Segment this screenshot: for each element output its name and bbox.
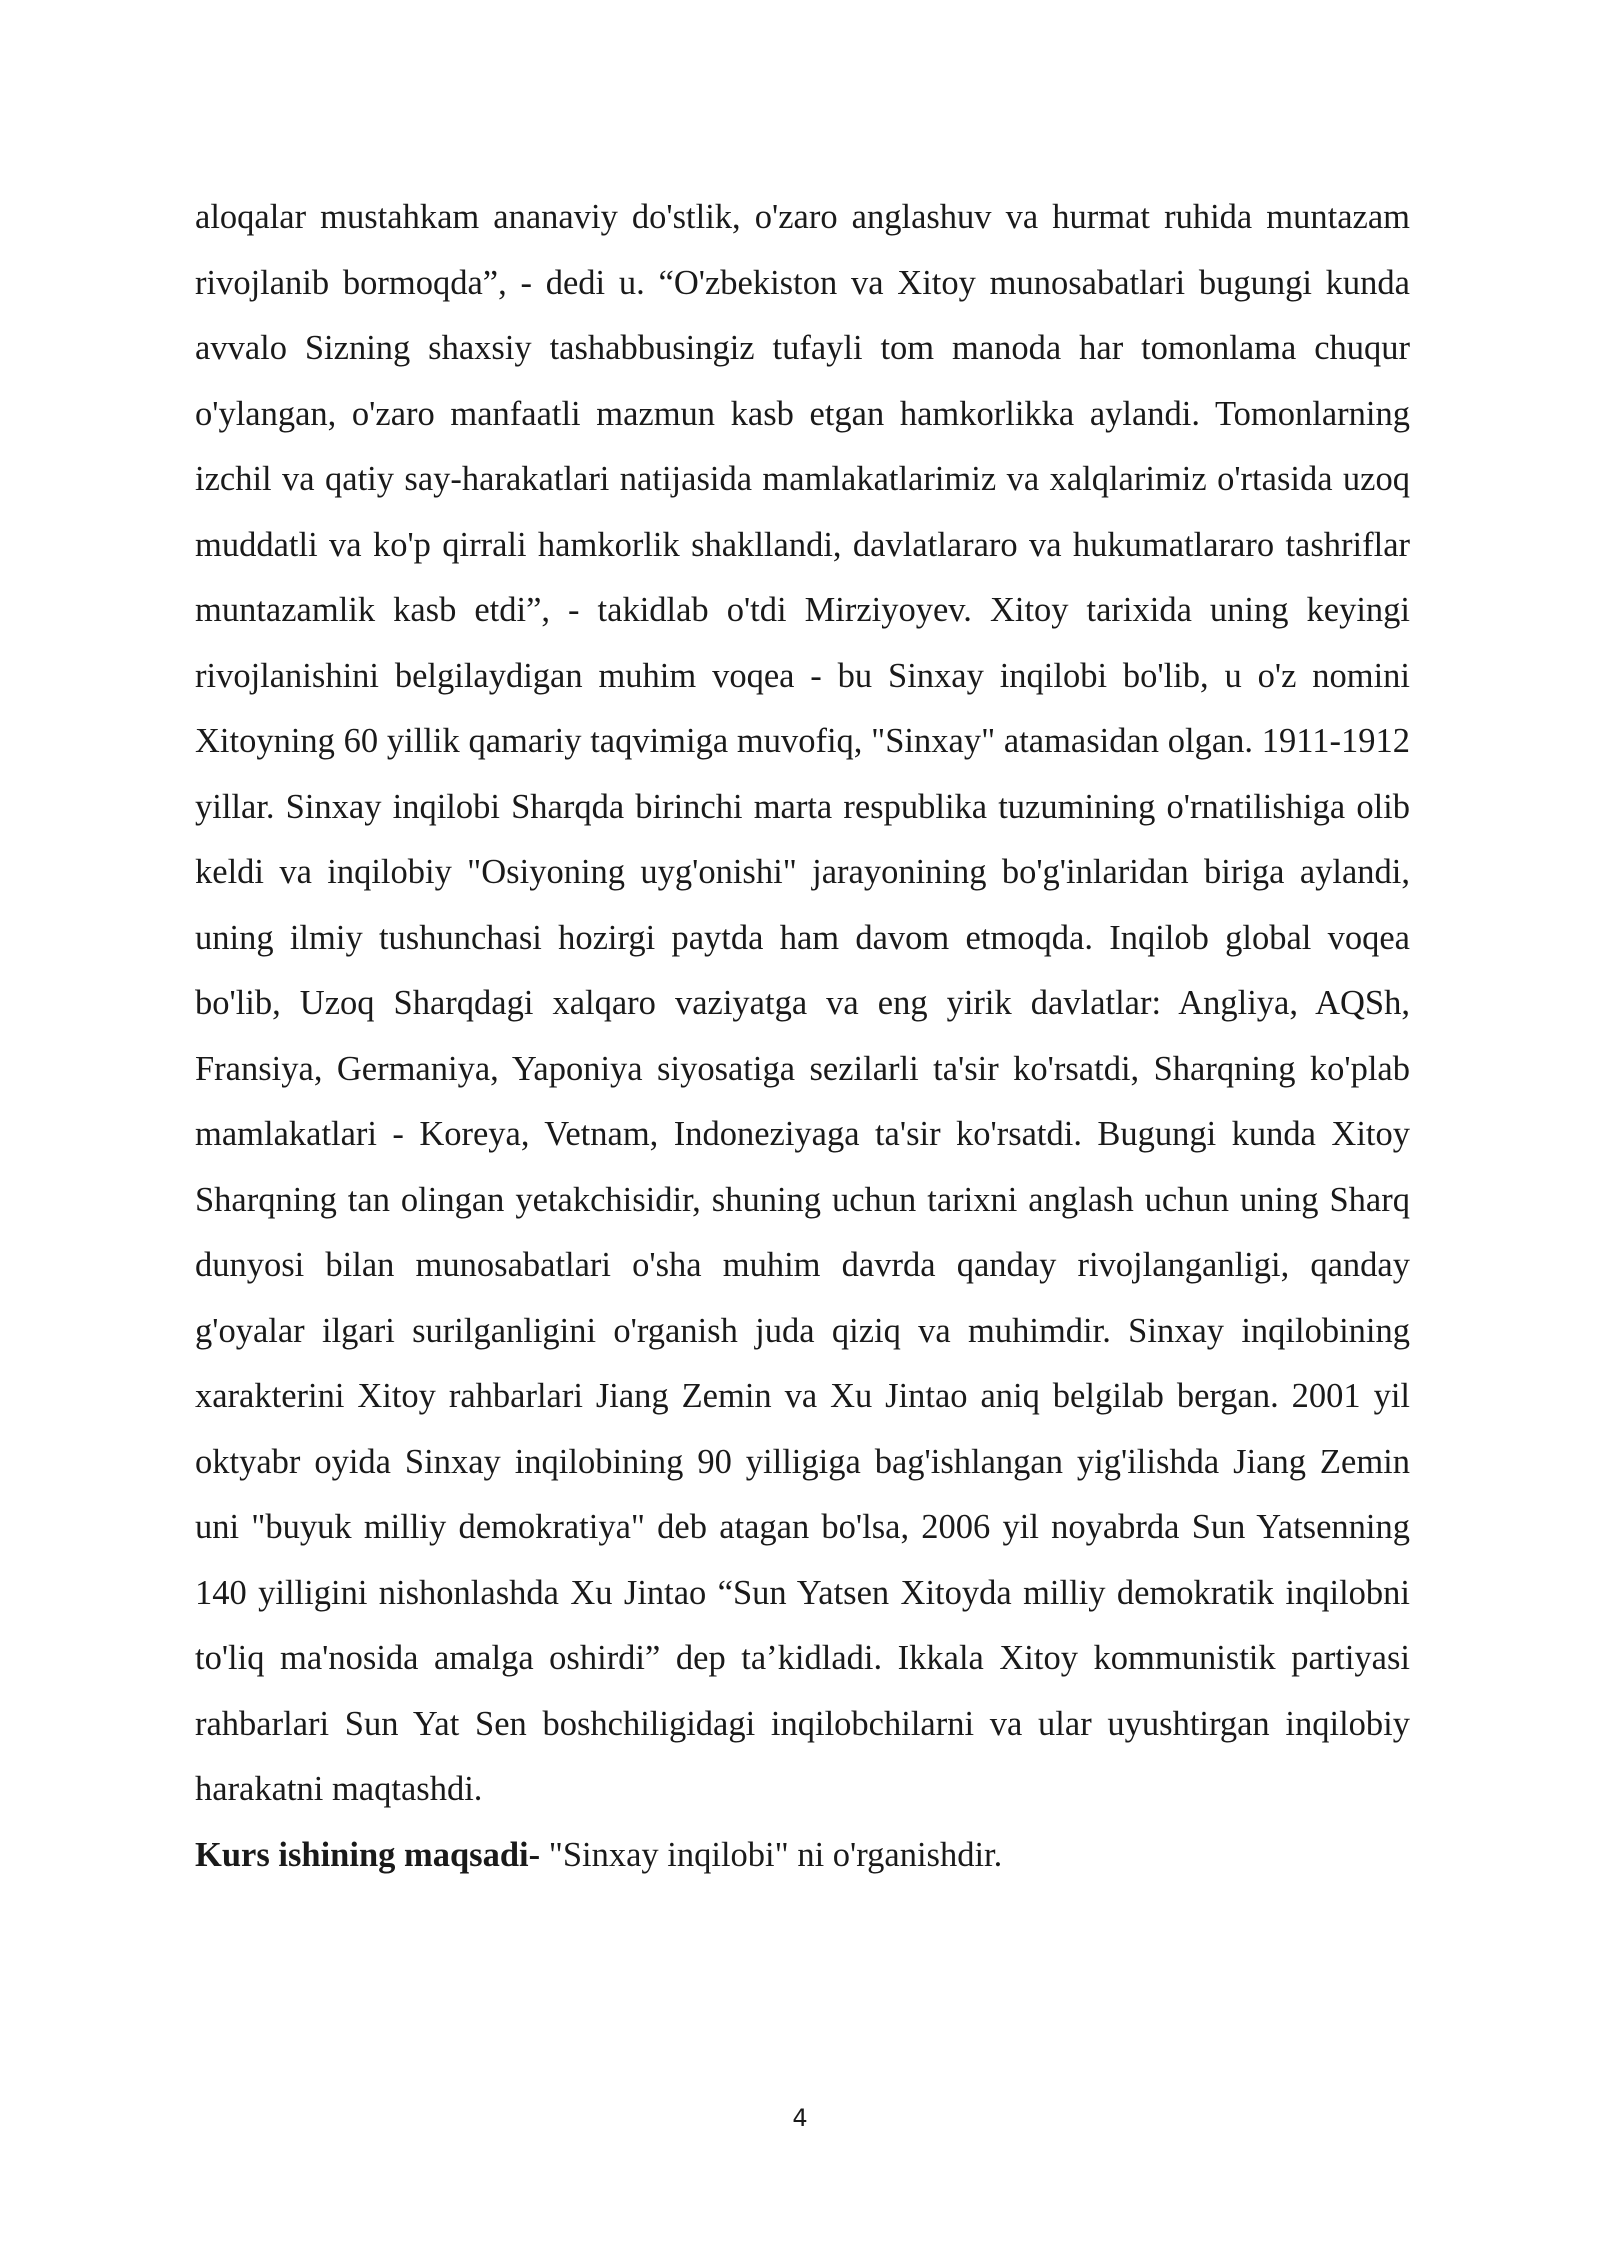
purpose-label: Kurs ishining maqsadi- — [195, 1835, 541, 1874]
purpose-line — [195, 1823, 1410, 1889]
page-number: 4 — [792, 2104, 808, 2132]
document-page — [195, 185, 1410, 1888]
body-paragraph: aloqalar mustahkam ananaviy do'stlik, o'zaro anglashuv va hurmat ruhida muntazam rivojlanib bormoqda”, - dedi u. “O'zbekiston va Xitoy munosabatlari bugungi kunda avvalo Sizning shaxsiy tashabbusingiz tufayli tom manoda har tomonlama chuqur o'ylangan, o'zaro manfaatli mazmun kasb etgan hamkorlikka aylandi. Tomonlarning izchil va qatiy say-harakatlari natijasida mamlakatlarimiz va xalqlarimiz o'rtasida uzoq muddatli va ko'p qirrali hamkorlik shakllandi, davlatlararo va hukumatlararo tashriflar muntazamlik kasb etdi”, - takidlab o'tdi Mirziyoyev. Xitoy tarixida uning keyingi rivojlanishini belgilaydigan muhim voqea - bu Sinxay inqilobi bo'lib, u o'z nomini Xitoyning 60 yillik qamariy taqvimiga muvofiq, "Sinxay" atamasidan olgan. 1911-1912 yillar. Sinxay inqilobi Sharqda birinchi marta respublika tuzumining o'rnatilishiga olib keldi va inqilobiy "Osiyoning uyg'onishi" jarayonining bo'g'inlaridan biriga aylandi, uning ilmiy tushunchasi hozirgi paytda ham davom etmoqda. Inqilob global voqea bo'lib, Uzoq Sharqdagi xalqaro vaziyatga va eng yirik davlatlar: Angliya, AQSh, Fransiya, Germaniya, Yaponiya siyosatiga sezilarli ta'sir ko'rsatdi, Sharqning ko'plab mamlakatlari - Koreya, Vetnam, Indoneziyaga ta'sir ko'rsatdi. Bugungi kunda Xitoy Sharqning tan olingan yetakchisidir, shuning uchun tarixni anglash uchun uning Sharq dunyosi bilan munosabatlari o'sha muhim davrda qanday rivojlanganligi, qanday g'oyalar ilgari surilganligini o'rganish juda qiziq va muhimdir. Sinxay inqilobining xarakterini Xitoy rahbarlari Jiang Zemin va Xu Jintao aniq belgilab bergan. 2001 yil oktyabr oyida Sinxay inqilobining 90 yilligiga bag'ishlangan yig'ilishda Jiang Zemin uni "buyuk milliy demokratiya" deb atagan bo'lsa, 2006 yil noyabrda Sun Yatsenning 140 yilligini nishonlashda Xu Jintao “Sun Yatsen Xitoyda milliy demokratik inqilobni to'liq ma'nosida amalga oshirdi” dep ta’kidladi. Ikkala Xitoy kommunistik partiyasi rahbarlari Sun Yat Sen boshchiligidagi inqilobchilarni va ular uyushtirgan inqilobiy harakatni maqtashdi. — [195, 198, 1410, 1808]
purpose-text: "Sinxay inqilobi" ni o'rganishdir. — [540, 1835, 1003, 1874]
